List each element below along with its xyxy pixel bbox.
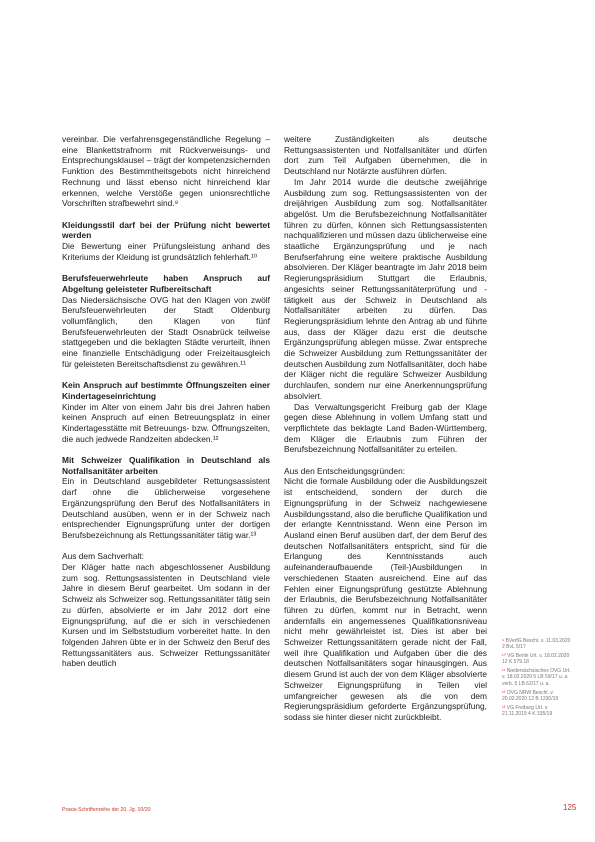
section-heading: Aus den Entscheidungsgründen:: [284, 465, 406, 476]
right-column: [284, 134, 487, 723]
body-paragraph: vereinbar. Die verfahrensgegenständliche Regelung – eine Blankettstrafnorm mit Rückverweisungs- und Entsprechungsklausel – trägt der kompetenzsichernden Funktion des Bestimmtheitsgebots nicht hinreichend Rechnung und lässt ebenso nicht hinreichend klar erkennen, welche Verstöße gegen unionsrechtliche Vorschriften strafbewehrt sind.⁹: [62, 134, 270, 209]
section-heading: Mit Schweizer Qualifikation in Deutschland als Notfallsanitäter arbeiten: [62, 455, 270, 476]
body-paragraph: Im Jahr 2014 wurde die deutsche zweijährige Ausbildung zum sog. Rettungsassistenten von der dreijährigen Ausbildung zum sog. Notfallsanitäter abgelöst. Um die Berufsbezeichnung Notfallsanitäter führen zu dürfen, können sich Rettungsassistenten nachqualifizieren und müssen dazu üblicherweise eine staatliche Ergänzungsprüfung und je nach Berufserfahrung eine weitere praktische Ausbildung absolvieren. Der Kläger beantragte im Jahr 2018 beim Regierungspräsidium Stuttgart die Erlaubnis, angesichts seiner Rettungssanitäterprüfung und -tätigkeit aus der Schweiz in Deutschland als Notfallsanitäter arbeiten zu dürfen. Das Regierungspräsidium lehnte den Antrag ab und führte aus, dass der Kläger dazu erst die deutsche Ergänzungsprüfung ablegen müsse. Zwar entspreche die Schweizer Ausbildung zum Rettungssanitäter der deutschen Ausbildung zum Notfallsanitäter, doch habe der Kläger nicht die reguläre Schweizer Ausbildung durchlaufen, sondern nur eine Anerkennungsprüfung absolviert.: [284, 176, 487, 401]
paragraph-gap: [62, 444, 270, 455]
section-heading: Kein Anspruch auf bestimmte Öffnungszeiten einer Kindertageseinrichtung: [62, 380, 270, 401]
footnote-text: VG Berlin Urt. v. 18.02.2020 12 K 579.18: [502, 653, 570, 666]
paragraph-gap: [62, 541, 270, 552]
footnote-text: BVerfG Beschl. v. 11.03.2020 2 BvL 5/17: [502, 638, 571, 651]
footnote-text: OVG NRW Beschl. v. 20.02.2020 12 B 1330/19: [502, 689, 559, 702]
footnotes: [502, 638, 572, 720]
body-paragraph: Der Kläger hatte nach abgeschlossener Ausbildung zum sog. Rettungsassistenten in Deutschland viele Jahre in diesem Beruf gearbeitet. Um sodann in der Schweiz als Schweizer sog. Rettungssanitäter tätig sein zu dürfen, absolvierte er im Jahr 2012 dort eine Eignungsprüfung, auf die er sich in verschiedenen Kursen und im Selbststudium vorbereitet hatte. In den folgenden Jahren übte er in der Schweiz den Beruf des Rettungssanitäters aus. Schweizer Rettungssanitäter haben deutlich: [62, 562, 270, 669]
section-heading: Berufsfeuerwehrleute haben Anspruch auf Abgeltung geleisteter Rufbereitschaft: [62, 273, 270, 294]
body-paragraph: Kinder im Alter von einem Jahr bis drei Jahren haben keinen Anspruch auf einen Betreuungsplatz in einer Kindertagesstätte mit Betreuungs- bzw. Öffnungszeiten, die auch jedwede Randzeiten abdecken.¹²: [62, 401, 270, 444]
body-paragraph: Nicht die formale Ausbildung oder die Ausbildungszeit ist entscheidend, sondern der durch die Eignungsprüfung in der Schweiz nachgewiesene Ausbildungsstand, also die berufliche Qualifikation und der erlangte Kenntnisstand. Wenn eine Person im Ausland einen Beruf ausüben darf, der dem Beruf des deutschen Notfallsanitäters entspricht, sind für die Erlangung des Kenntnisstands auch aufeinanderaufbauende (Teil-)Ausbildungen in verschiedenen Staaten ausreichend. Eine auf das Fehlen einer Eignungsprüfung gestützte Ablehnung der Erlaubnis, die Berufsbezeichnung Notfallsanitäter führen zu dürfen, kommt nur in Betracht, wenn andernfalls ein angemessenes Qualifikationsniveau nicht mehr gewährleistet ist. Dies ist aber bei Schweizer Rettungssanitätern gerade nicht der Fall, weil ihre Qualifikation und Aufgaben über die des deutschen Notfallsanitäters sogar hinausgingen. Aus diesem Grund ist auch der von dem Kläger absolvierte Schweizer Eignungsprüfung in Teilen viel umfangreicher gewesen als die von dem Regierungspräsidium geforderte Ergänzungsprüfung, sodass sie hinter dieser nicht zurückbleibt.: [284, 476, 487, 722]
footnote-text: Niedersächsisches OVG Urt. v. 18.02.2020 5 LB 59/17 u. a. verb. 5 LB 62/17 u. a.: [502, 668, 571, 687]
section-heading: Aus dem Sachverhalt:: [62, 551, 144, 562]
footnote-number: ¹²: [502, 689, 506, 696]
footnote: [502, 638, 572, 651]
footnote: [502, 653, 572, 666]
paragraph-gap: [62, 209, 270, 220]
footnote: [502, 668, 572, 687]
paragraph-gap: [62, 369, 270, 380]
body-paragraph: Das Verwaltungsgericht Freiburg gab der Klage gegen diese Ablehnung in vollem Umfang statt und verpflichtete das beklagte Land Baden-Württemberg, dem Kläger die Erlaubnis zum Führen der Berufsbezeichnung Notfallsanitäter zu erteilen.: [284, 401, 487, 455]
body-paragraph: Das Niedersächsische OVG hat den Klagen von zwölf Berufsfeuerwehrleuten der Stadt Oldenburg vollumfänglich, den Klagen von fünf Berufsfeuerwehrleuten der Stadt Osnabrück teilweise stattgegeben und die beklagten Städte verurteilt, ihnen eine finanzielle Entschädigung oder Freizeitausgleich für geleisteten Bereitschaftsdienst zu gewähren.¹¹: [62, 294, 270, 369]
footnote-text: VG Freiburg Urt. v. 21.11.2019 4 K 335/19: [502, 704, 553, 717]
body-paragraph: weitere Zuständigkeiten als deutsche Rettungsassistenten und Notfallsanitäter und dürfen dort zum Teil Aufgaben übernehmen, die in Deutschland nur Notärzte ausführen dürfen.: [284, 134, 487, 177]
paragraph-gap: [284, 455, 487, 466]
footnote: [502, 690, 572, 703]
body-paragraph: Die Bewertung einer Prüfungsleistung anhand des Kriteriums der Kleidung ist grundsätzlich fehlerhaft.¹⁰: [62, 241, 270, 262]
footnote: [502, 705, 572, 718]
body-paragraph: Ein in Deutschland ausgebildeter Rettungsassistent darf ohne die üblicherweise vorgesehene Ergänzungsprüfung den Beruf des Notfallsanitäters in Deutschland ausüben, wenn er in der Schweiz nach entsprechender Eignungsprüfung unter der dortigen Berufsbezeichnung als Rettungssanitäter tätig war.¹³: [62, 476, 270, 540]
section-heading: Kleidungsstil darf bei der Prüfung nicht bewertet werden: [62, 219, 270, 241]
paragraph-gap: [62, 262, 270, 273]
page-number: 125: [563, 803, 577, 812]
footnote-number: ¹³: [502, 704, 506, 711]
left-column: [62, 134, 270, 669]
footnote-number: ⁹: [502, 638, 505, 644]
footer-publication: Praxis-Schriftenreihe der 20. Jg. 10/20: [62, 807, 151, 813]
footnote-number: ¹⁰: [502, 653, 506, 660]
footnote-number: ¹¹: [502, 668, 506, 675]
